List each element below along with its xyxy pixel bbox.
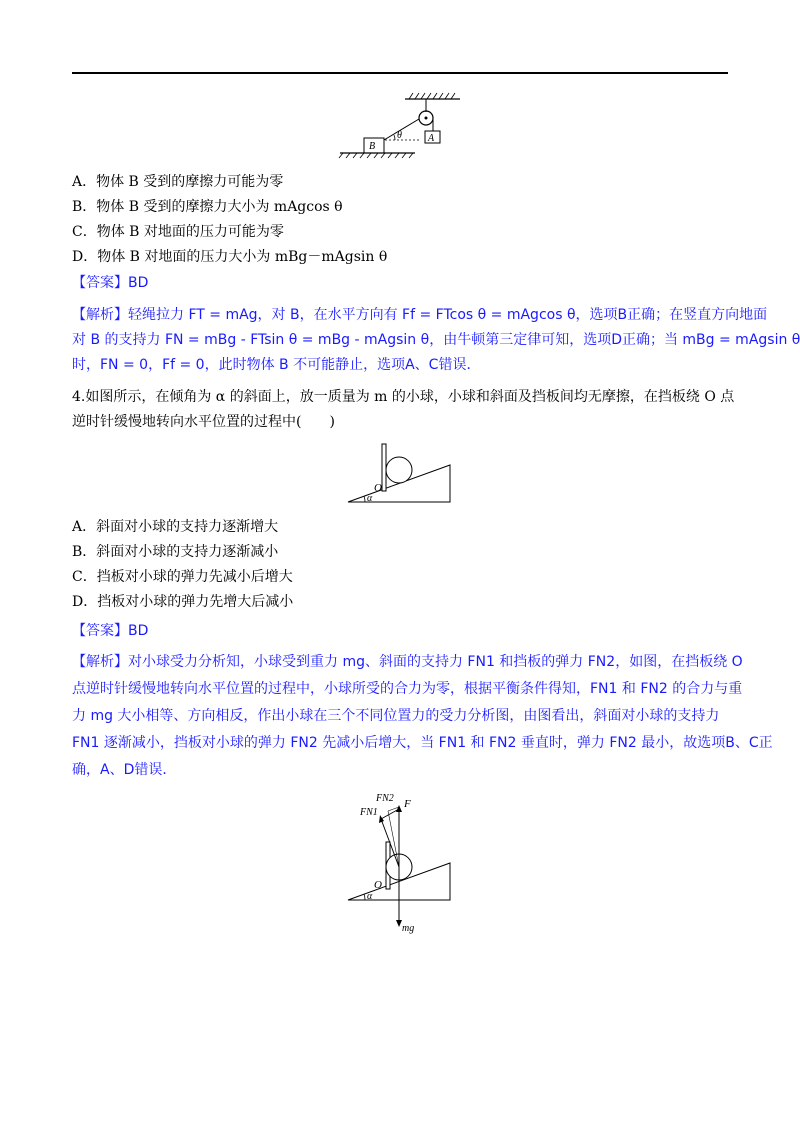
pulley-figure [335, 92, 465, 162]
q4-analysis-3: 力 mg 大小相等、方向相反，作出小球在三个不同位置力的受力分析图，由图看出，斜面对小球的支持力 [72, 708, 720, 724]
q3-option-d: D．物体 B 对地面的压力大小为 mBg－mAgsin θ [72, 249, 388, 265]
q4-option-b: B．斜面对小球的支持力逐渐减小 [72, 544, 279, 560]
q3-option-c: C．物体 B 对地面的压力可能为零 [72, 224, 284, 240]
q4-stem-1: 4.如图所示，在倾角为 α 的斜面上，放一质量为 m 的小球，小球和斜面及挡板间均无摩擦，在挡板绕 O 点 [72, 389, 735, 405]
q3-analysis-2: 对 B 的支持力 FN = mBg - FTsin θ = mBg - mAgsin θ，由牛顿第三定律可知，选项D正确；当 mBg = mAgsin θ [72, 332, 800, 348]
q4-analysis-1: 【解析】对小球受力分析知，小球受到重力 mg、斜面的支持力 FN1 和挡板的弹力 FN2，如图，在挡板绕 O [72, 654, 743, 670]
o-label: O [374, 879, 382, 891]
block-a-label: A [428, 133, 435, 144]
q4-answer [72, 621, 148, 641]
o-label: O [374, 482, 382, 494]
answer-label: 【答案】 [72, 275, 128, 291]
q3-analysis-1: 【解析】轻绳拉力 FT = mAg，对 B，在水平方向有 Ff = FTcos θ = mAgcos θ，选项B正确；在竖直方向地面 [72, 307, 768, 323]
block-b-label: B [369, 141, 376, 152]
header-rule [72, 72, 728, 74]
analysis-label: 【解析】 [72, 654, 128, 670]
q3-option-b: B．物体 B 受到的摩擦力大小为 mAgcos θ [72, 199, 343, 215]
theta-label: θ [397, 130, 402, 141]
mg-label: mg [402, 923, 415, 934]
alpha-label: α [367, 891, 373, 902]
force-diagram [340, 785, 465, 935]
incline-figure [345, 440, 455, 510]
f-label: F [404, 798, 411, 810]
analysis-label: 【解析】 [72, 307, 128, 323]
q3-analysis-3: 时，FN = 0，Ff = 0，此时物体 B 不可能静止，选项A、C错误． [72, 357, 481, 373]
q4-analysis-5: 确，A、D错误． [72, 762, 177, 778]
q4-analysis-4: FN1 逐渐减小，挡板对小球的弹力 FN2 先减小后增大，当 FN1 和 FN2 垂直时，弹力 FN2 最小，故选项B、C正 [72, 735, 773, 751]
answer-value: BD [128, 275, 149, 291]
q4-option-a: A．斜面对小球的支持力逐渐增大 [72, 519, 279, 535]
alpha-label: α [367, 493, 373, 504]
fn2-label: FN2 [376, 793, 394, 804]
fn1-label: FN1 [360, 807, 378, 818]
q3-option-a: A．物体 B 受到的摩擦力可能为零 [72, 174, 284, 190]
answer-label: 【答案】 [72, 623, 128, 639]
q4-option-d: D．挡板对小球的弹力先增大后减小 [72, 594, 294, 610]
q3-answer [72, 273, 148, 293]
answer-value: BD [128, 623, 149, 639]
q4-stem-2: 逆时针缓慢地转向水平位置的过程中( ) [72, 414, 335, 430]
q4-option-c: C．挡板对小球的弹力先减小后增大 [72, 569, 293, 585]
q4-analysis-2: 点逆时针缓慢地转向水平位置的过程中，小球所受的合力为零，根据平衡条件得知，FN1 和 FN2 的合力与重 [72, 681, 743, 697]
